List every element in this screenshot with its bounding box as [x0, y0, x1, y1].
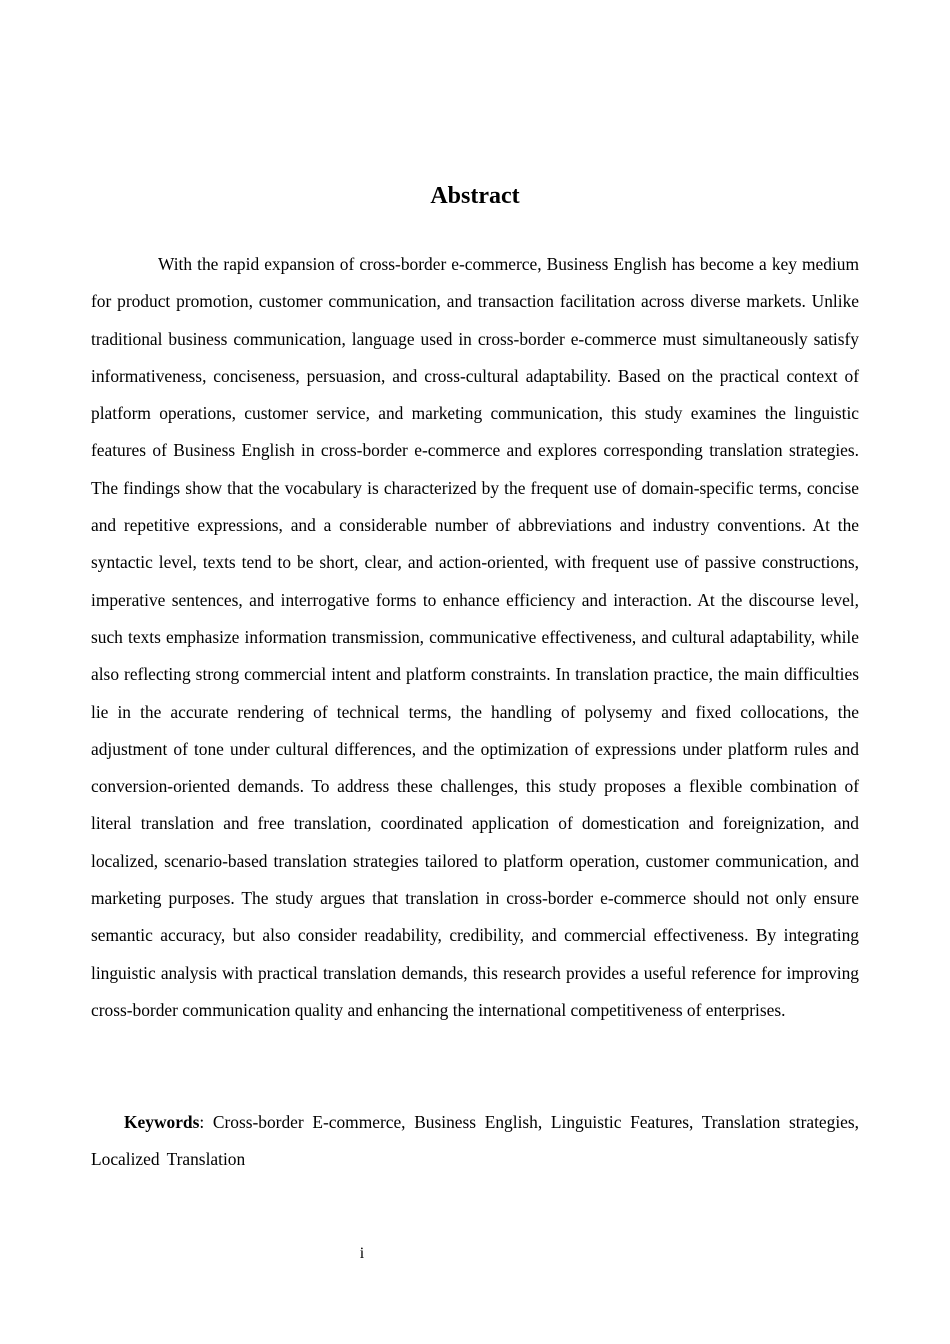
abstract-title: Abstract: [430, 183, 520, 209]
abstract-body: With the rapid expansion of cross-border e-commerce, Business English has become a key medium for product promotion, customer communication, and transaction facilitation across diverse markets. Unlike traditional business communication, language used in cross-border e-commerce must simultaneously satisfy informativeness, conciseness, persuasion, and cross-cultural adaptability. Based on the practical context of platform operations, customer service, and marketing communication, this study examines the linguistic features of Business English in cross-border e-commerce and explores corresponding translation strategies. The findings show that the vocabulary is characterized by the frequent use of domain-specific terms, concise and repetitive expressions, and a considerable number of abbreviations and industry conventions. At the syntactic level, texts tend to be short, clear, and action-oriented, with frequent use of passive constructions, imperative sentences, and interrogative forms to enhance efficiency and interaction. At the discourse level, such texts emphasize information transmission, communicative effectiveness, and cultural adaptability, while also reflecting strong commercial intent and platform constraints. In translation practice, the main difficulties lie in the accurate rendering of technical terms, the handling of polysemy and fixed collocations, the adjustment of tone under cultural differences, and the optimization of expressions under platform rules and conversion-oriented demands. To address these challenges, this study proposes a flexible combination of literal translation and free translation, coordinated application of domestication and foreignization, and localized, scenario-based translation strategies tailored to platform operation, customer communication, and marketing purposes. The study argues that translation in cross-border e-commerce should not only ensure semantic accuracy, but also consider readability, credibility, and commercial effectiveness. By integrating linguistic analysis with practical translation demands, this research provides a useful reference for improving cross-border communication quality and enhancing the international competitiveness of enterprises.: [91, 254, 859, 1020]
keywords-label: Keywords: [124, 1112, 200, 1132]
keywords-line: [91, 1104, 859, 1179]
page-number: i: [359, 1245, 365, 1262]
keywords-text: Cross-border E-commerce, Business English, Linguistic Features, Translation strategies, Localized Translation: [91, 1112, 859, 1170]
keywords-separator: :: [199, 1112, 205, 1132]
